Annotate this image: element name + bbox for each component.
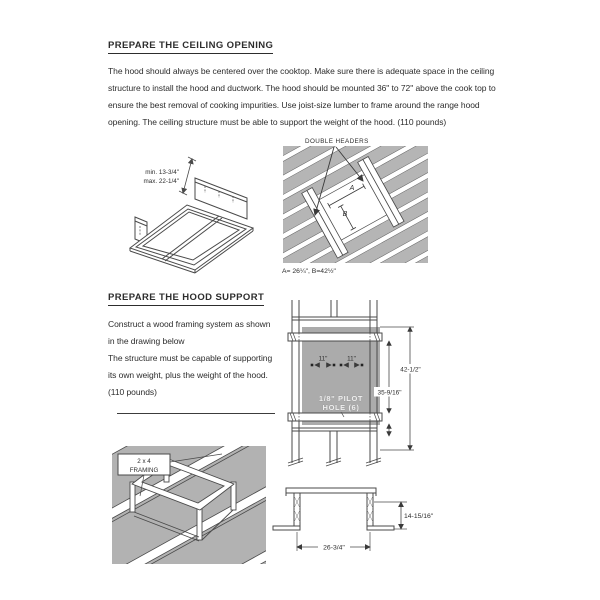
paragraph-line: The hood should always be centered over the cooktop. Make sure there is adequate space in the ceiling bbox=[108, 66, 495, 76]
inner-span-dim-label: 35-9/16" bbox=[377, 389, 402, 397]
paragraph-line: its own weight, plus the weight of the hood. bbox=[108, 370, 268, 380]
paragraph-line: structure to install the hood and ductwork. The hood should be mounted 36" to 72" above the cook top to bbox=[108, 83, 496, 93]
paragraph-line: opening. The ceiling structure must be able to support the weight of the hood. (110 pounds) bbox=[108, 117, 447, 127]
divider-line bbox=[117, 413, 275, 414]
total-height-dim-label: 42-1/2" bbox=[400, 366, 421, 374]
section1-paragraph bbox=[108, 66, 496, 134]
width-dim-label: 26-3/4" bbox=[323, 544, 345, 552]
pilot-hole-label-line2: HOLE (6) bbox=[322, 403, 360, 412]
cross-section-diagram bbox=[270, 468, 460, 568]
section2-heading: PREPARE THE HOOD SUPPORT bbox=[108, 292, 264, 306]
hole-spacing-left-label: 11" bbox=[318, 355, 328, 363]
paragraph-line: (110 pounds) bbox=[108, 387, 157, 397]
joist-opening-diagram bbox=[278, 130, 440, 278]
opening-size-caption: A= 26¼", B=42½" bbox=[282, 268, 336, 275]
hood-support-diagram bbox=[268, 293, 460, 475]
wood-framing-diagram bbox=[110, 444, 270, 568]
hole-spacing-right-label: 11" bbox=[347, 355, 356, 363]
paragraph-line: ensure the best removal of cooking impurities. Use joist-size lumber to frame around the range hood bbox=[108, 100, 480, 110]
dim-b-label: B bbox=[342, 211, 348, 218]
framing-label-line2: FRAMING bbox=[129, 467, 159, 474]
section2-paragraph bbox=[108, 319, 272, 404]
depth-dim-label: 14-15/16" bbox=[404, 513, 434, 520]
section1-heading: PREPARE THE CEILING OPENING bbox=[108, 40, 273, 54]
frame-dim-min-label: min. 13-3/4" bbox=[145, 169, 179, 176]
framing-label-line1: 2 x 4 bbox=[137, 458, 151, 465]
paragraph-line: The structure must be capable of supporting bbox=[108, 353, 273, 363]
dim-a-label: A bbox=[349, 185, 355, 192]
cross-section-drawing bbox=[273, 488, 407, 551]
double-headers-label: DOUBLE HEADERS bbox=[305, 138, 369, 145]
pilot-hole-label-line1: 1/8" PILOT bbox=[318, 394, 364, 403]
paragraph-line: Construct a wood framing system as shown bbox=[108, 319, 271, 329]
frame-dim-max-label: max. 22-1/4" bbox=[143, 178, 179, 185]
ceiling-frame-diagram bbox=[105, 143, 280, 278]
paragraph-line: in the drawing below bbox=[108, 336, 185, 346]
